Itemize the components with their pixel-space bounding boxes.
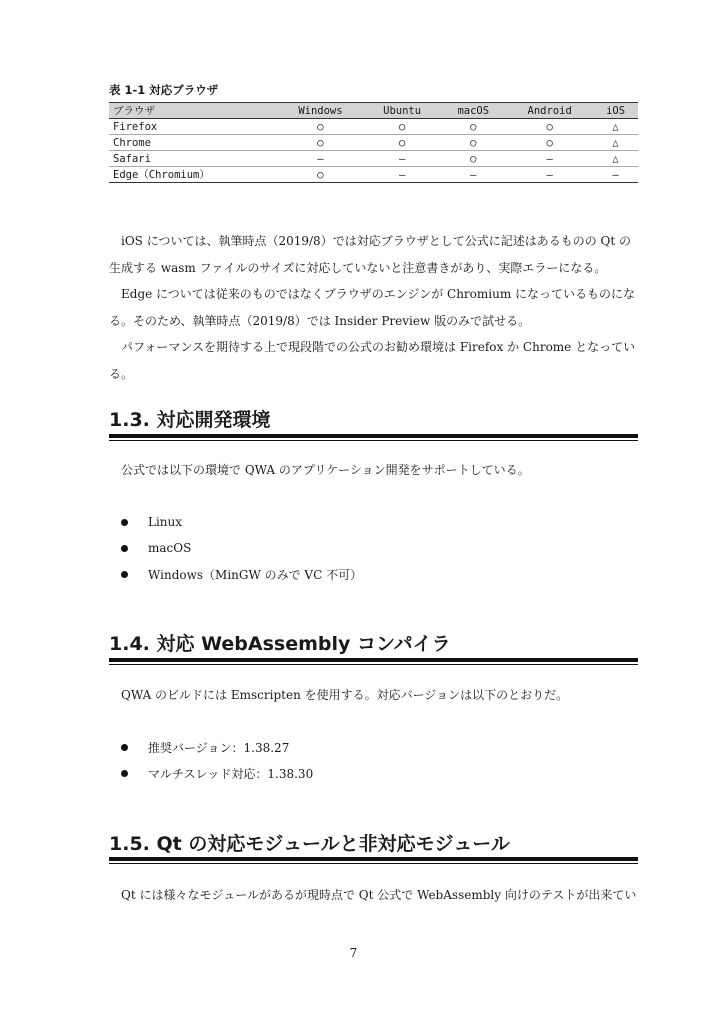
cell-macos: ○ — [440, 119, 506, 135]
header-ios: iOS — [593, 103, 638, 119]
heading-rule-thick — [109, 434, 638, 438]
header-macos: macOS — [440, 103, 506, 119]
heading-rule-thick — [109, 658, 638, 662]
compiler-version-list — [109, 734, 313, 786]
list-item: 推奨バージョン：1.38.27 — [109, 734, 313, 760]
list-item: マルチスレッド対応：1.38.30 — [109, 760, 313, 786]
table-header-row — [109, 103, 638, 119]
bullet-icon — [121, 744, 128, 751]
cell-ios: △ — [593, 119, 638, 135]
cell-macos: – — [440, 167, 506, 183]
cell-ios: △ — [593, 151, 638, 167]
cell-android: ○ — [506, 135, 593, 151]
header-browser: ブラウザ — [109, 103, 277, 119]
browser-support-table — [109, 102, 638, 183]
cell-browser: Chrome — [109, 135, 277, 151]
heading-rule-thin — [109, 664, 638, 665]
cell-browser: Edge（Chromium） — [109, 167, 277, 183]
heading-rule-thin — [109, 440, 638, 441]
list-item: macOS — [109, 535, 362, 561]
table-row — [109, 119, 638, 135]
cell-browser: Firefox — [109, 119, 277, 135]
table-row — [109, 151, 638, 167]
page-number: 7 — [349, 946, 358, 960]
cell-ios: △ — [593, 135, 638, 151]
cell-ubuntu: ○ — [364, 135, 440, 151]
header-ubuntu: Ubuntu — [364, 103, 440, 119]
cell-macos: ○ — [440, 151, 506, 167]
dev-environment-list — [109, 509, 362, 587]
cell-ubuntu: – — [364, 167, 440, 183]
cell-macos: ○ — [440, 135, 506, 151]
table-caption: 表 1-1 対応ブラウザ — [109, 83, 219, 97]
cell-windows: ○ — [277, 135, 364, 151]
section-intro: QWA のビルドには Emscripten を使用する。対応バージョンは以下のとおりだ。 — [109, 688, 569, 702]
paragraph-performance-note: パフォーマンスを期待する上で現段階での公式のお勧め環境は Firefox か Chrome となっている。 — [109, 340, 636, 381]
cell-windows: – — [277, 151, 364, 167]
cell-windows: ○ — [277, 167, 364, 183]
cell-ios: – — [593, 167, 638, 183]
list-item: Linux — [109, 509, 362, 535]
list-item: Windows（MinGW のみで VC 不可） — [109, 561, 362, 587]
cell-ubuntu: – — [364, 151, 440, 167]
bullet-icon — [121, 545, 128, 552]
table-row — [109, 167, 638, 183]
section-intro: 公式では以下の環境で QWA のアプリケーション開発をサポートしている。 — [109, 463, 530, 477]
table-row — [109, 135, 638, 151]
cell-android: – — [506, 151, 593, 167]
heading-rule-thin — [109, 863, 638, 864]
cell-browser: Safari — [109, 151, 277, 167]
section-heading-1-3: 1.3. 対応開発環境 — [109, 409, 271, 431]
header-android: Android — [506, 103, 593, 119]
section-heading-1-4: 1.4. 対応 WebAssembly コンパイラ — [109, 633, 451, 655]
header-windows: Windows — [277, 103, 364, 119]
bullet-icon — [121, 571, 128, 578]
section-heading-1-5: 1.5. Qt の対応モジュールと非対応モジュール — [109, 833, 510, 855]
paragraph-ios-note: iOS については、執筆時点（2019/8）では対応ブラウザとして公式に記述はあるものの Qt の生成する wasm ファイルのサイズに対応していないと注意書きがあり、実際エラーになる。 — [109, 234, 631, 275]
bullet-icon — [121, 519, 128, 526]
cell-ubuntu: ○ — [364, 119, 440, 135]
section-intro: Qt には様々なモジュールがあるが現時点で Qt 公式で WebAssembly 向けのテストが出来てい — [109, 888, 637, 902]
bullet-icon — [121, 770, 128, 777]
heading-rule-thick — [109, 857, 638, 861]
paragraph-edge-note: Edge については従来のものではなくブラウザのエンジンが Chromium になっているものになる。そのため、執筆時点（2019/8）では Insider Preview 版のみで試せる。 — [109, 287, 636, 328]
cell-android: ○ — [506, 119, 593, 135]
cell-android: – — [506, 167, 593, 183]
cell-windows: ○ — [277, 119, 364, 135]
